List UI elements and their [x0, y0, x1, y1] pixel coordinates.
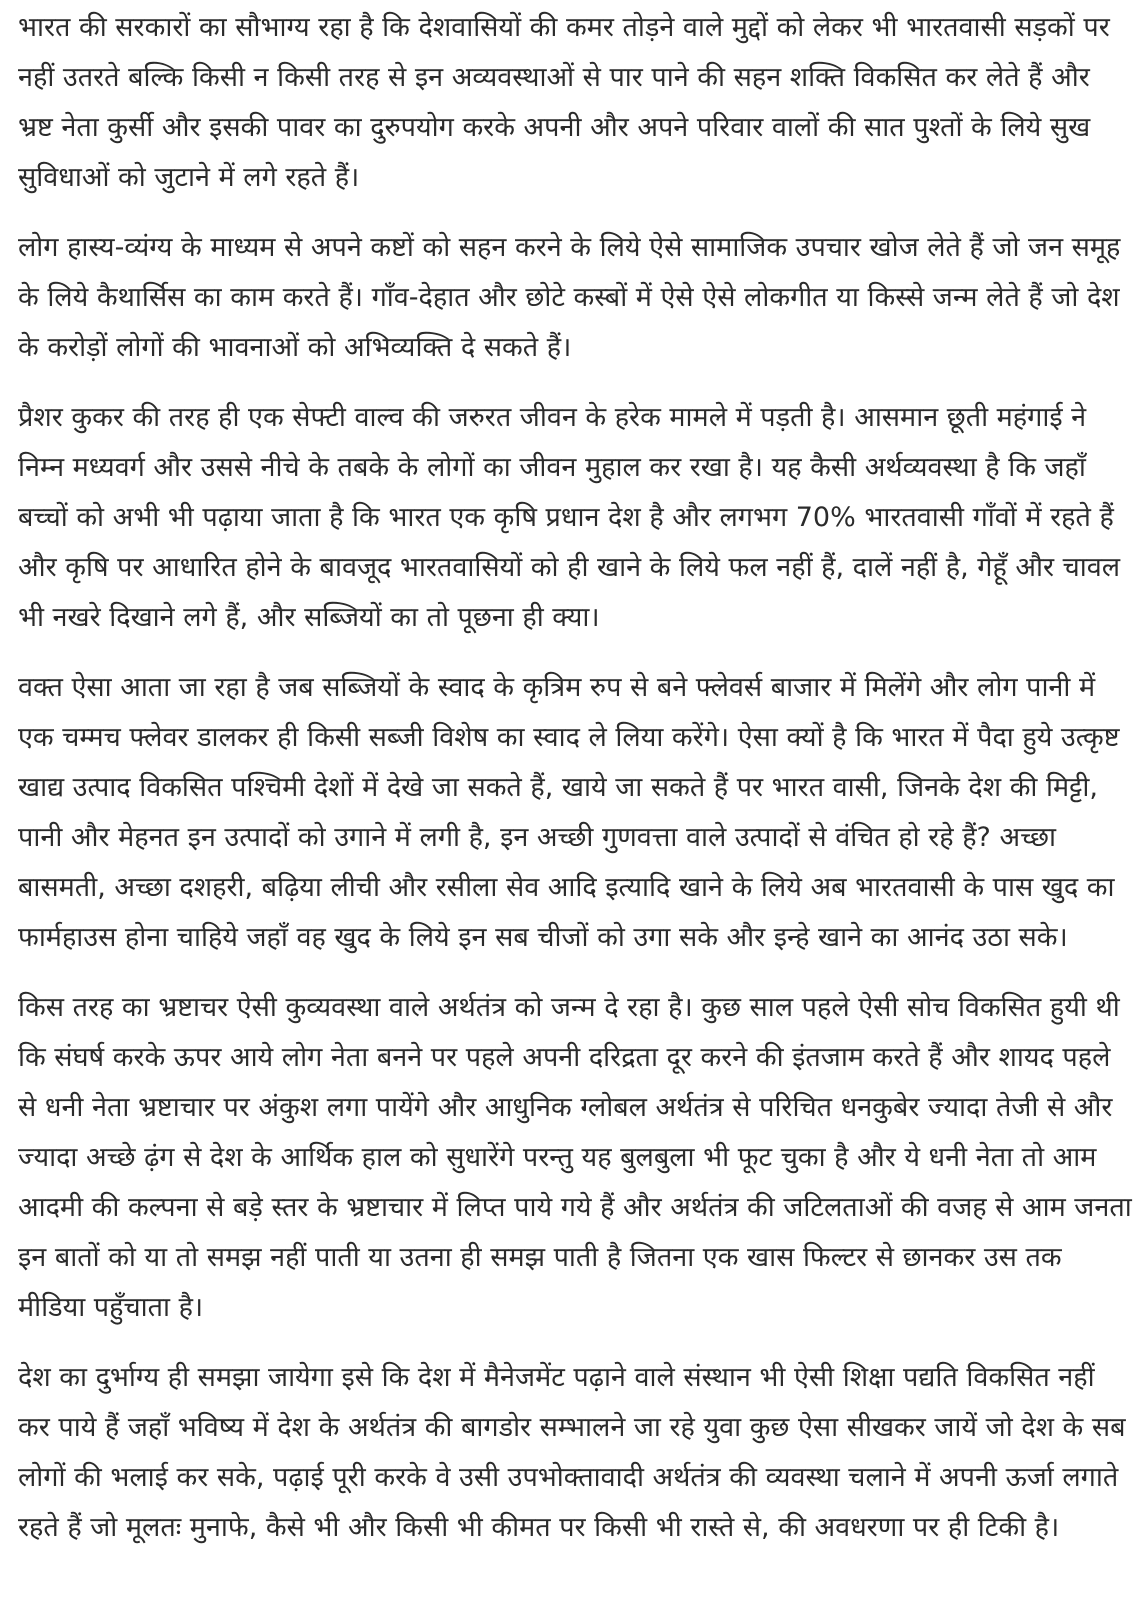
article-body	[18, 0, 1144, 1573]
paragraph-3: प्रैशर कुकर की तरह ही एक सेफ्टी वाल्व की जरुरत जीवन के हरेक मामले में पड़ती है। आसमान छूती महंगाई ने निम्न मध्यवर्ग और उससे नीचे के तबके के लोगों का जीवन मुहाल कर रखा है। यह कैसी अर्थव्यवस्था है कि जहाँ बच्चों को अभी भी पढ़ाया जाता है कि भारत एक कृषि प्रधान देश है और लगभग 70% भारतवासी गाँवों में रहते हैं और कृषि पर आधारित होने के बावजूद भारतवासियों को ही खाने के लिये फल नहीं हैं, दालें नहीं है, गेहूँ और चावल भी नखरे दिखाने लगे हैं, और सब्जियों का तो पूछना ही क्या।	[18, 402, 1121, 633]
paragraph-4: वक्त ऐसा आता जा रहा है जब सब्जियों के स्वाद के कृत्रिम रुप से बने फ्लेवर्स बाजार में मिलेंगे और लोग पानी में एक चम्मच फ्लेवर डालकर ही किसी सब्जी विशेष का स्वाद ले लिया करेंगे। ऐसा क्यों है कि भारत में पैदा हुये उत्कृष्ट खाद्य उत्पाद विकसित पश्चिमी देशों में देखे जा सकते हैं, खाये जा सकते हैं पर भारत वासी, जिनके देश की मिट्टी, पानी और मेहनत इन उत्पादों को उगाने में लगी है, इन अच्छी गुणवत्ता वाले उत्पादों से वंचित हो रहे हैं? अच्छा बासमती, अच्छा दशहरी, बढ़िया लीची और रसीला सेव आदि इत्यादि खाने के लिये अब भारतवासी के पास खुद का फार्महाउस होना चाहिये जहाँ वह खुद के लिये इन सब चीजों को उगा सके और इन्हे खाने का आनंद उठा सके।	[18, 672, 1120, 953]
paragraph-5: किस तरह का भ्रष्टाचर ऐसी कुव्यवस्था वाले अर्थतंत्र को जन्म दे रहा है। कुछ साल पहले ऐसी सोच विकसित हुयी थी कि संघर्ष करके ऊपर आये लोग नेता बनने पर पहले अपनी दरिद्रता दूर करने की इंतजाम करते हैं और शायद पहले से धनी नेता भ्रष्टाचार पर अंकुश लगा पायेंगे और आधुनिक ग्लोबल अर्थतंत्र से परिचित धनकुबेर ज्यादा तेजी से और ज्यादा अच्छे ढ़ंग से देश के आर्थिक हाल को सुधारेंगे परन्तु यह बुलबुला भी फूट चुका है और ये धनी नेता तो आम आदमी की कल्पना से बड़े स्तर के भ्रष्टाचार में लिप्त पाये गये हैं और अर्थतंत्र की जटिलताओं की वजह से आम जनता इन बातों को या तो समझ नहीं पाती या उतना ही समझ पाती है जितना एक खास फिल्टर से छानकर उस तक मीडिया पहुँचाता है।	[18, 992, 1132, 1323]
paragraph-6: देश का दुर्भाग्य ही समझा जायेगा इसे कि देश में मैनेजमेंट पढ़ाने वाले संस्थान भी ऐसी शिक्षा पद्यति विकसित नहीं कर पाये हैं जहाँ भविष्य में देश के अर्थतंत्र की बागडोर सम्भालने जा रहे युवा कुछ ऐसा सीखकर जायें जो देश के सब लोगों की भलाई कर सके, पढ़ाई पूरी करके वे उसी उपभोक्तावादी अर्थतंत्र की व्यवस्था चलाने में अपनी ऊर्जा लगाते रहते हैं जो मूलतः मुनाफे, कैसे भी और किसी भी कीमत पर किसी भी रास्ते से, की अवधरणा पर ही टिकी है।	[18, 1362, 1126, 1543]
paragraph-2: लोग हास्य-व्यंग्य के माध्यम से अपने कष्टों को सहन करने के लिये ऐसे सामाजिक उपचार खोज लेते हैं जो जन समूह के लिये कैथार्सिस का काम करते हैं। गाँव-देहात और छोटे कस्बों में ऐसे ऐसे लोकगीत या किस्से जन्म लेते हैं जो देश के करोड़ों लोगों की भावनाओं को अभिव्यक्ति दे सकते हैं।	[18, 232, 1121, 363]
paragraph-1: भारत की सरकारों का सौभाग्य रहा है कि देशवासियों की कमर तोड़ने वाले मुद्दों को लेकर भी भारतवासी सड़कों पर नहीं उतरते बल्कि किसी न किसी तरह से इन अव्यवस्थाओं से पार पाने की सहन शक्ति विकसित कर लेते हैं और भ्रष्ट नेता कुर्सी और इसकी पावर का दुरुपयोग करके अपनी और अपने परिवार वालों की सात पुश्तों के लिये सुख सुविधाओं को जुटाने में लगे रहते हैं।	[18, 12, 1110, 193]
